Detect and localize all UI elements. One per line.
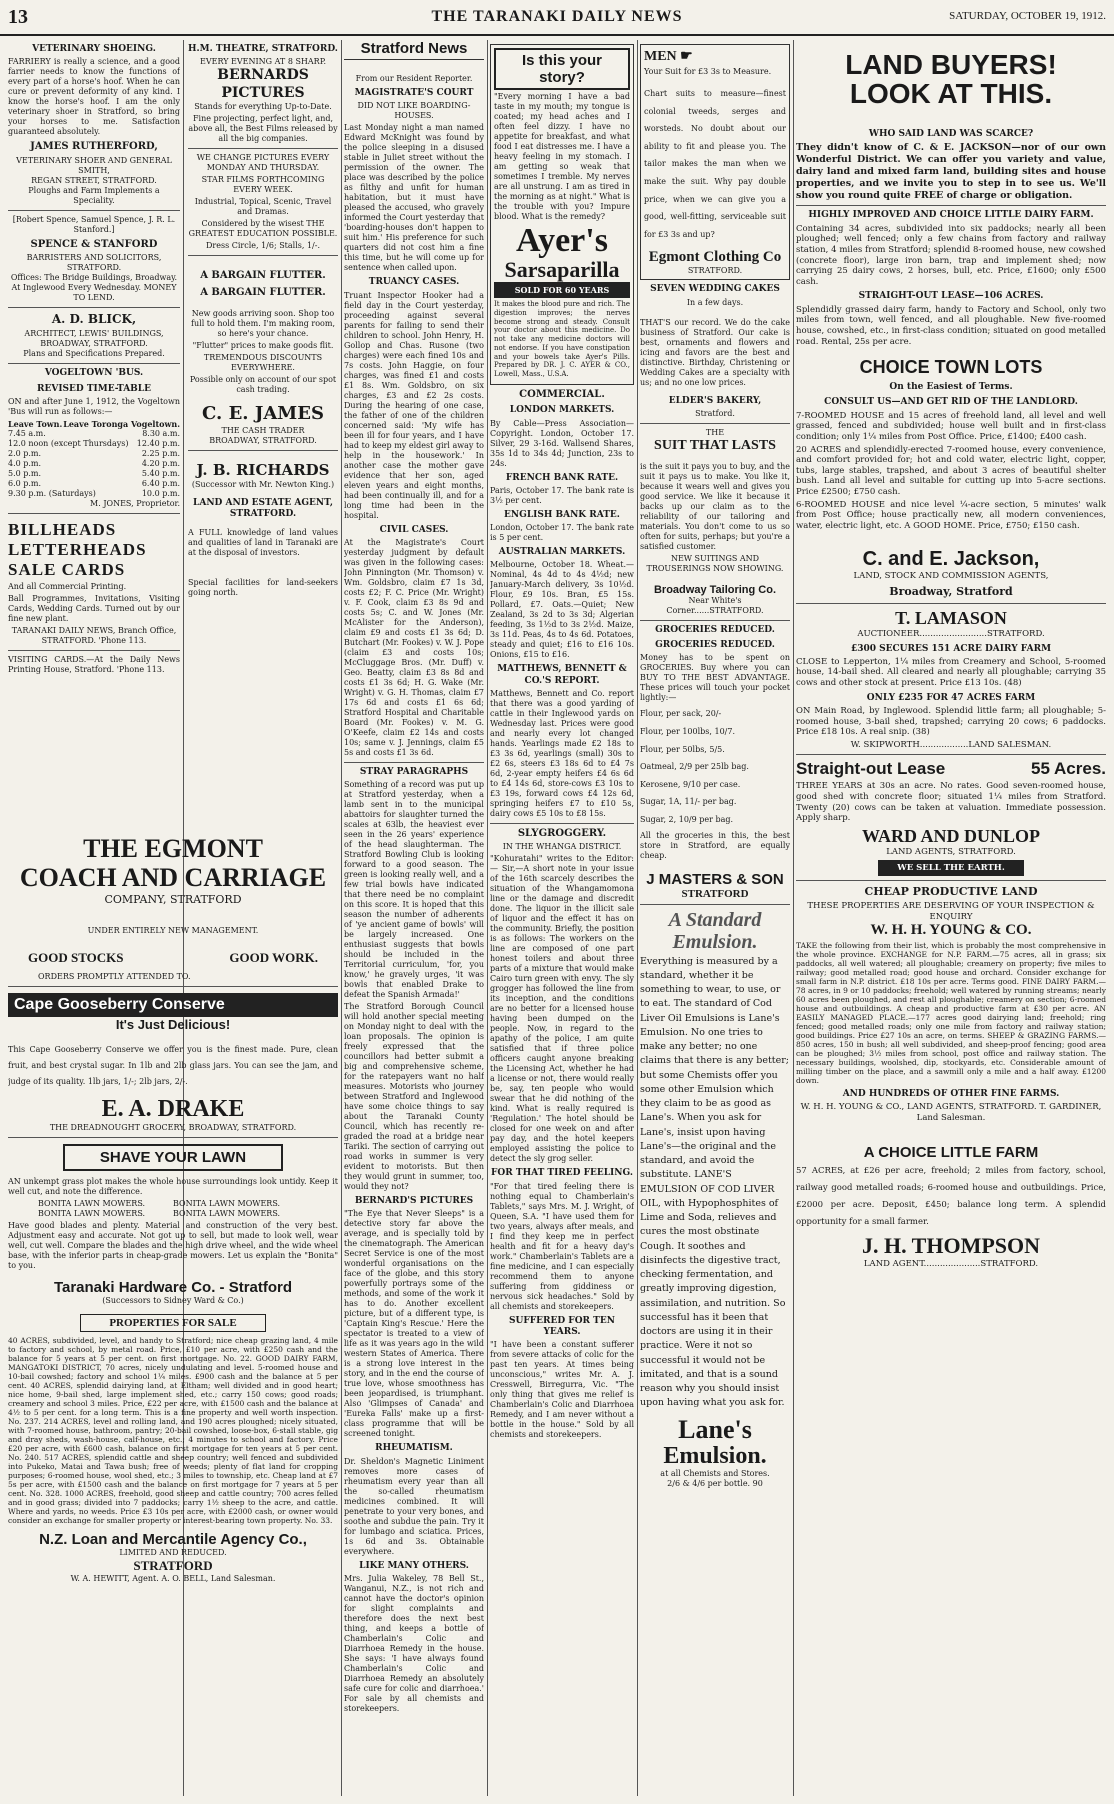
nz-loan-line: LIMITED AND REDUCED. <box>119 1548 227 1558</box>
london-body: By Cable—Press Association—Copyright. London, October 17. Silver, 29 3-16d. Wallsend Shares, 35s 1d to 34s 4d; Junction, 23s to 24s. <box>490 418 634 468</box>
orders-line: ORDERS PROMPTLY ATTENDED TO. <box>38 972 191 982</box>
lawn-mower-item: BONITA LAWN MOWERS. <box>38 1199 146 1209</box>
men-suit-ad <box>640 44 790 280</box>
suit-body: Chart suits to measure—finest colonial tweeds, serges and worsteds. No doubt about our ability to fit and please you. The tailor makes the man when we make the suit. Why pay double price, when we can give you a good, well-fitting, serviceable suit for £3 3s and up? <box>644 89 786 239</box>
story-body: "Every morning I have a bad taste in my mouth; my tongue is coated; my head aches and I often feel dizzy. I have no appetite for breakfast, and what food I eat distresses me. I have a heavy feeling in my stomach. I am getting so weak that sometimes I tremble. My nerves are all unstrung. I am as tired in the morning as at night." What is the trouble with you? Impure blood. What is the remedy? <box>494 92 630 221</box>
emulsion-price: 2/6 & 4/6 per bottle. 90 <box>667 1478 763 1488</box>
flutter-body: Possible only on account of our spot cash trading. <box>189 375 337 395</box>
james-name: C. E. JAMES <box>202 403 324 425</box>
bus-cell: 2.25 p.m. <box>141 448 180 458</box>
james-line: THE CASH TRADER <box>221 425 305 435</box>
emulsion-body: Everything is measured by a standard, whether it be something to wear, to use, or to eat. The standard of Cod Liver Oil Emulsions is Lane's Emulsion. No one tries to make any better; no one claims that there is any better; but some Chemists offer you some other Emulsion which they claim to be as good as Lane's. When you ask for Lane's, insist upon having Lane's—the original and the standard, and avoid the substitute. LANE'S EMULSION OF COD LIVER OIL, with Hypophosphites of Lime and Soda, relieves and cures the most obstinate Cough. It soothes and disinfects the digestive tract, checking fermentation, and greatly improving digestion, assimilation, and nutrition. So successful has it been that doctors are using it in their practice. Were it not so successful it would not be imitated, and that is a sound reason why you should insist upon having what you ask for. <box>640 955 789 1409</box>
bus-cell: 12.40 p.m. <box>136 438 180 448</box>
billheads-sub: And all Commercial Printing. <box>8 581 127 591</box>
jackson-address: Broadway, Stratford <box>889 585 1013 599</box>
drake-name: E. A. DRAKE <box>101 1096 245 1123</box>
jackson-name: C. and E. Jackson, <box>862 547 1040 570</box>
groceries-heading: GROCERIES REDUCED. <box>655 624 775 635</box>
issue-date: SATURDAY, OCTOBER 19, 1912. <box>949 10 1106 22</box>
bus-subheading: REVISED TIME-TABLE <box>37 383 151 394</box>
column-rule <box>793 40 794 1796</box>
rutherford-line: REGAN STREET, STRATFORD. <box>31 175 157 185</box>
sol-title: Straight-out Lease <box>796 759 946 779</box>
flutter-body: "Flutter" prices to make goods flit. <box>192 341 334 351</box>
stocks-work <box>8 936 338 972</box>
bus-cell: 5.0 p.m. <box>8 468 42 478</box>
french-body: Paris, October 17. The bank rate is 3½ per cent. <box>490 485 634 505</box>
broadway-tailoring: Broadway Tailoring Co. <box>653 583 777 596</box>
english-heading: ENGLISH BANK RATE. <box>504 509 620 520</box>
ward-slogan: WE SELL THE EARTH. <box>878 860 1024 877</box>
story-heading: Is this your story? <box>494 48 630 90</box>
lamason-line: AUCTIONEER.........................STRATFORD. <box>857 628 1045 639</box>
slyg-heading: SLYGROGGERY. <box>517 827 607 839</box>
rheum-body: Dr. Sheldon's Magnetic Liniment removes more cases of rheumatism every year than all the so-called rheumatism medicines combined. It will penetrate to your very bones, and soothe and subdue the pain. Try it for lumbago and sciatica. Prices, 1s 6d and 3s. Obtainable everywhere. <box>344 1456 484 1556</box>
bus-cell: 2.0 p.m. <box>8 448 42 458</box>
james-line: BROADWAY, STRATFORD. <box>209 435 317 445</box>
pointing-hand-icon: ☛ <box>680 49 693 64</box>
billheads-line: BILLHEADS <box>8 519 117 539</box>
properties-heading: PROPERTIES FOR SALE <box>80 1314 266 1332</box>
grocery-item: Flour, per sack, 20/- <box>640 709 722 719</box>
theatre-line: Industrial, Topical, Scenic, Travel and Dramas. <box>194 197 332 217</box>
bus-body: ON and after June 1, 1912, the Vogeltown 'Bus will run as follows:— <box>8 396 180 416</box>
theatre-line: WE CHANGE PICTURES EVERY MONDAY AND THURSDAY. <box>196 153 330 173</box>
civil-heading: CIVIL CASES. <box>379 524 449 535</box>
theatre-line: STAR FILMS FORTHCOMING EVERY WEEK. <box>201 175 325 195</box>
spence-line: BARRISTERS AND SOLICITORS, STRATFORD. <box>26 253 162 273</box>
suit-lasts-heading: SUIT THAT LASTS <box>654 437 776 453</box>
properties-body: 40 ACRES, subdivided, level, and handy to Stratford; nice cheap grazing land, 4 mile to factory and school, by metal road. Price, £10 per acre, with £250 cash and the balance for 5 years at 5 per cent. on first mortgage. No. 22. GOOD DAIRY FARM, MANGATOKI DISTRICT, 70 acres, nicely undulating and level. 5-roomed house and 10-bail cowshed; factory and school 1¼ miles. £900 cash and the balance at 5 per cent. 40 ACRES, splendid dairying land, at Eltham; well divided and in good heart; nice home, 9-bail shed, large implement shed, etc.; carry 150 cows; good roads; creamery and school 3 miles. Price, £22 per acre, with £1500 cash and the balance at 4½ to 5 per cent. for a long term. This is a fine property and well worth inspection. No. 237. 214 ACRES, level and rolling land, and 190 acres ploughed; nicely situated, with 7-roomed house, bathroom, pantry; 20-bail cowshed, loose-box, 6-stall stable, gig and dray sheds, wash-house, calf-house, etc.; 4 minutes to school and factory. Price £20 per acre, with £600 cash, balance on first mortgage for ten years at 5 per cent. No. 240. 517 ACRES, splendid cattle and sheep country; well fenced and subdivided into Pukeko, Matai and Tawa bush; free of weeds; plenty of flat land for cropping purposes; 6-roomed house, wool shed, etc.; 3 miles to township, etc. Cheap land at £7 5s per acre, with £1500 cash and the balance on first mortgage for 7 years at 5 per cent. No. 328. 1000 ACRES, freehold, good sheep and cattle country; 700 acres felled and in good grass; divided into 7 paddocks; carry 1½ sheep to the acre, and cattle. Where and yards, no weeds. Price £3 10s per acre, with £2000 cash, or owner would consider an exchange for smaller property or interest-bearing town property. No. 33. <box>8 1336 338 1526</box>
bus-row <box>8 469 180 479</box>
newspaper-title: THE TARANAKI DAILY NEWS <box>431 8 683 25</box>
farm-body: CLOSE to Lepperton, 1¼ miles from Creamery and School, 5-roomed house, 14-bail shed. All cleared and nearly all ploughable; carrying 35 cows and other stock at present. Price £13 10s. (48) <box>796 656 1106 689</box>
bus-cell: 7.45 a.m. <box>8 428 46 438</box>
theatre-line: Stands for everything Up-to-Date. <box>194 102 332 112</box>
stray-body: Something of a record was put up at Stratford yesterday, when a lamb sent in to the municipal abattoirs for slaughter turned the scales at 63lb, the heaviest ever seen in the 26 years' experience of the head slaughterman. The Stratford Bowling Club is looking forward to a good season. The green is looking really well, and a few trial bowls have indicated that there need be no complaint on this score. It is hoped that this season the number of adherents of 'ye ancient game of bowls' will be largely increased. One enthusiast suggests that bowls should be included in the Territorial curriculum, 'for, you know,' he gravely urges, 'it was bowls that enabled Drake to defeat the Spanish Armada!' <box>344 780 484 999</box>
column-5 <box>640 40 790 1796</box>
billheads-line: LETTERHEADS <box>8 539 147 559</box>
highly-body: Containing 34 acres, subdivided into six paddocks; nearly all been ploughed; well fenced; only a few chains from factory and railway station, 4 miles from Stratford; splendid 8-roomed house, new cowshed (concrete floor), large iron barn, trap and implement shed; now carrying 25 dairy cows, 2 horses, bull, etc. Price, £1600; only £500 cash. <box>796 223 1106 287</box>
spence-name: SPENCE & STANFORD <box>30 238 158 250</box>
court-heading: MAGISTRATE'S COURT <box>354 88 474 98</box>
column-4 <box>490 40 634 1796</box>
masters-name: J MASTERS & SON <box>646 870 784 888</box>
flutter-heading: A BARGAIN FLUTTER. <box>200 286 326 298</box>
english-body: London, October 17. The bank rate is 5 per cent. <box>490 523 634 543</box>
nz-loan-agents: W. A. HEWITT, Agent. A. O. BELL, Land Salesman. <box>70 1574 276 1584</box>
cheap-sub: THESE PROPERTIES ARE DESERVING OF YOUR INSPECTION & ENQUIRY <box>807 900 1095 922</box>
bus-table-header <box>8 419 180 429</box>
billheads-line: SALE CARDS <box>8 559 126 579</box>
work-label: GOOD WORK. <box>229 950 318 966</box>
young-name: W. H. H. YOUNG & CO. <box>870 922 1032 939</box>
bus-row <box>8 449 180 459</box>
choice-farm-heading: A CHOICE LITTLE FARM <box>863 1143 1039 1161</box>
bus-cell: 4.0 p.m. <box>8 458 42 468</box>
ayers-body: It makes the blood pure and rich. The digestion improves; the nerves become strong and steady. Consult your doctor about this medicine. Do not take any medicine doctors will not endorse. If you have constipation and your bowels take Ayer's Pills. Prepared by DR. J. C. AYER & CO., Lowell, Mass., U.S.A. <box>494 300 630 379</box>
visiting-cards: VISITING CARDS.—At the Daily News Printing House, Stratford. 'Phone 113. <box>8 654 180 674</box>
young-foot: W. H. H. YOUNG & CO., LAND AGENTS, STRATFORD. T. GARDINER, Land Salesman. <box>800 1102 1102 1124</box>
court-subheading: DID NOT LIKE BOARDING-HOUSES. <box>357 101 471 121</box>
bus-cell: 6.40 p.m. <box>141 478 180 488</box>
lawn-heading: SHAVE YOUR LAWN <box>63 1144 283 1171</box>
bus-row <box>8 439 180 449</box>
bus-cell: 9.30 p.m. (Saturdays) <box>8 488 96 498</box>
billheads-body: Ball Programmes, Invitations, Visiting Cards, Wedding Cards. Turned out by our fine new plant. <box>8 593 180 623</box>
drake-line: THE DREADNOUGHT GROCERY, BROADWAY, STRATFORD. <box>49 1123 297 1133</box>
like-body: Mrs. Julia Wakeley, 78 Bell St., Wanganui, N.Z., is not rich and cannot have the doctor's opinion for slight complaints and therefore does the next best thing, and keeps a bottle of Chamberlain's Colic and Diarrhoea Remedy in the house. She says: 'I have always found Chamberlain's Colic and Diarrhoea Remedy an absolutely safe cure for colic and diarrhoea.' For sale by all chemists and storekeepers. <box>344 1573 484 1713</box>
grocery-item: Oatmeal, 2/9 per 25lb bag. <box>640 762 749 772</box>
tired-heading: FOR THAT TIRED FEELING. <box>491 1168 633 1179</box>
bottom-left-block <box>8 834 338 1796</box>
choice-farm-body: 57 ACRES, at £26 per acre, freehold; 2 miles from factory, school, railway good metalled roads; 6-roomed house and outbuildings. Price, £2000 per acre. Deposit, £450; balance long term. A splendid opportunity for a small farmer. <box>796 1165 1106 1227</box>
flutter-discounts: TREMENDOUS DISCOUNTS EVERYWHERE. <box>203 353 323 373</box>
company-line: COMPANY, STRATFORD <box>104 892 242 906</box>
men-heading <box>644 48 786 65</box>
lot-listing: 20 ACRES and splendidly-erected 7-roomed house, every convenience, and comfort provided for; hot and cold water, electric light, copper, tubs, large stables, trapshed, and about 3 acres of beautiful shelter bush. Land all level and suitable for cutting up into 5-acre sections. Price £2500; £750 cash. <box>796 444 1106 498</box>
bus-proprietor: M. JONES, Proprietor. <box>90 498 180 508</box>
bus-cell: 6.0 p.m. <box>8 478 42 488</box>
lawn-mower-item: BONITA LAWN MOWERS. <box>173 1209 281 1219</box>
nz-loan-name: N.Z. Loan and Mercantile Agency Co., <box>39 1531 307 1549</box>
bus-col-header: Leave Town. <box>8 418 63 429</box>
grocery-item: Kerosene, 9/10 per case. <box>640 779 741 789</box>
aus-heading: AUSTRALIAN MARKETS. <box>498 547 626 558</box>
spence-line: At Inglewood Every Wednesday. MONEY TO LEND. <box>11 283 177 303</box>
column-2 <box>188 40 338 830</box>
highly-heading: HIGHLY IMPROVED AND CHOICE LITTLE DAIRY FARM. <box>808 210 1094 221</box>
consult-line: CONSULT US—AND GET RID OF THE LANDLORD. <box>824 397 1078 408</box>
skipworth-line: W. SKIPWORTH..................LAND SALESMAN. <box>850 739 1052 750</box>
land-agent-body: A FULL knowledge of land values and qualities of land in Taranaki are at the disposal of investors. <box>188 528 338 557</box>
emulsion-logo: Emulsion. <box>663 1442 767 1469</box>
column-3 <box>344 40 484 1796</box>
sold-banner: SOLD FOR 60 YEARS <box>494 282 630 298</box>
column-1 <box>8 40 180 830</box>
suit-lasts-the: THE <box>705 427 725 437</box>
groceries-heading: GROCERIES REDUCED. <box>655 640 775 651</box>
theatre-line: Fine projecting, perfect light, and, above all, the Best Films released by all the big companies. <box>188 114 338 144</box>
broadway-address: Near White's Corner......STRATFORD. <box>666 595 764 615</box>
richards-name: J. B. RICHARDS <box>196 460 330 479</box>
suit-lasts-body: is the suit it pays you to buy, and the suit it pays us to make. You like it, because it wears well and gives you good service. We like it because it backs up our claim as to the reliability of our tailoring and materials. You don't come to us so often for suits, perhaps; but you're a satisfied customer. <box>640 461 790 551</box>
lot-listing: 7-ROOMED HOUSE and 15 acres of freehold land, all level and well grassed, fenced and subdivided; house well built and in first-class condition; only 1¼ miles from Post Office. Price, £1400; £400 cash. <box>796 410 1106 442</box>
land-agent-special: Special facilities for land-seekers going north. <box>188 578 338 597</box>
stray-body: The Stratford Borough Council will hold another special meeting on Monday night to deal with the loan proposals. The opinion is freely expressed that the councillors had better submit a big and comprehensive scheme, for the ratepayers want no half measures. Motorists who journey between Stratford and Inglewood have some choice things to say about the Taranaki County Council, which has recently re-graded the road at a bridge near Tariki. The section of carrying out road works in summer is very evident to motorists. But then they would grunt in summer, too, would they not? <box>344 1002 484 1191</box>
cape-body: This Cape Gooseberry Conserve we offer you is the finest made. Pure, clean fruit, and best crystal sugar. In 1lb and 2lb glass jars. You can see the jam, and judge of its quality. 1lb jars, 1/-; 2lb jars, 2/-. <box>8 1045 338 1087</box>
bus-timetable <box>8 429 180 499</box>
lawn-body-2: Have good blades and plenty. Material and construction of the very best. Adjustment easy and accurate. Not got up to sell, but made to look well, wear well, cut well. Compare the blades and the high drive wheel, and the wide wheel base, with the inferior parts in cheap-grade mowers. Let us explain the "Bonita" to you. <box>8 1221 338 1271</box>
men-label: MEN <box>644 49 677 64</box>
lawn-body: AN unkempt grass plot makes the whole house surroundings look untidy. Keep it well cut, and note the difference. <box>8 1177 338 1197</box>
flutter-heading: A BARGAIN FLUTTER. <box>200 270 326 282</box>
egmont-heading: THE EGMONT <box>83 834 263 863</box>
theatre-line: Considered by the wisest THE GREATEST EDUCATION POSSIBLE. <box>188 219 338 239</box>
sol-acres: 55 Acres. <box>1031 759 1106 779</box>
like-heading: LIKE MANY OTHERS. <box>359 1560 469 1571</box>
bernards-title: BERNARDS <box>217 67 309 84</box>
column-rule <box>487 40 488 1796</box>
reporter-line: From our Resident Reporter. <box>355 74 473 83</box>
elder-town: Stratford. <box>695 408 735 418</box>
page-number: 13 <box>8 6 28 28</box>
farm-body: ON Main Road, by Inglewood. Splendid little farm; all ploughable; 5-roomed house, 3-bail shed, trapshed; carrying 20 cows; 6 paddocks. Price £18 10s. A real snip. (38) <box>796 705 1106 738</box>
rutherford-name: JAMES RUTHERFORD, <box>30 141 158 153</box>
cheap-heading: CHEAP PRODUCTIVE LAND <box>864 885 1038 899</box>
grocery-item: Sugar, 1A, 11/- per bag. <box>640 797 737 807</box>
bus-cell: 8.30 a.m. <box>142 428 180 438</box>
bus-cell: 12.0 noon (except Thursdays) <box>8 438 129 448</box>
groceries-body: Money has to be spent on GROCERIES. Buy where you can BUY TO THE BEST ADVANTAGE. These prices will touch your pocket lightly:— <box>640 653 790 703</box>
stray-heading: STRAY PARAGRAPHS <box>359 766 469 777</box>
aus-body: Melbourne, October 18. Wheat.—Nominal, 4s 4d to 4s 4½d; new January-March delivery, 3s 10½d. Flour, £9 10s. Bran, £5 15s. Pollard, £7. Oats.—Quiet; New Zealand, 3s 2d to 3s 3d; Algerian feeding, 3s 1½d to 3s 2½d. Maize, 3s 11d. Peas, 4s to 4s 6d. Potatoes, steady and quiet; £16 to £16 10s. Onions, £15 to £16. <box>490 560 634 660</box>
column-6 <box>796 40 1106 1796</box>
slyg-subheading: IN THE WHANGA DISTRICT. <box>502 842 622 852</box>
look-heading: LOOK AT THIS. <box>849 78 1053 110</box>
commercial-heading: COMMERCIAL. <box>519 388 605 400</box>
stocks-label: GOOD STOCKS <box>28 950 124 966</box>
sarsaparilla-logo: Sarsaparilla <box>504 257 620 282</box>
jackson-line: LAND, STOCK AND COMMISSION AGENTS, <box>853 570 1049 581</box>
lawn-mowers-list <box>8 1199 338 1219</box>
rutherford-line: Ploughs and Farm Implements a Speciality. <box>28 185 160 205</box>
suit-price: Your Suit for £3 3s to Measure. <box>644 67 772 76</box>
truancy-body: Truant Inspector Hooker had a field day in the Court yesterday, proceeding against several parents for failing to send their children to school. John Henry, H. Gollop and Chas. Rusone (two charges) were each fined 10s and 7s costs. John Haggie, on four charges, was fined £1 and costs £1 8s. Wm. Goldsbro, on six charges, £3 and £2 2s costs. During the hearing of one case, the father of one of the children concerned said: 'My wife has been ill for four years, and I have had to keep my eldest girl away to help in the housework.' In another case the mother gave evidence that her son, aged eleven years and eight months, had been continually ill, and for a long time had been in the hospital. <box>344 290 484 520</box>
scarce-heading: WHO SAID LAND WAS SCARCE? <box>868 128 1034 139</box>
stratford-news-heading: Stratford News <box>344 40 484 60</box>
mb-body: Matthews, Bennett and Co. report that there was a good yarding of cattle in their Inglewood yards on Wednesday last. Prices were good and nearly every lot changed hands. Yearlings made £2 18s to £3 3s 6d, yearlings (small) 30s to £2 6s, steers £3 18s 6d to £4 7s 6d, 2-year empty heifers £4 6s 6d to £4 14s 6d, store-cows £3 10s to £3 19s, forward cows £4 12s 6d, springing heifers £7 to £10 5s, dairy cows £5 10s to £8 15s. <box>490 688 634 818</box>
rheum-heading: RHEUMATISM. <box>375 1443 453 1454</box>
bus-row <box>8 489 180 499</box>
theatre-time: EVERY EVENING AT 8 SHARP. <box>199 57 327 67</box>
column-rule <box>637 40 638 1796</box>
lamason-name: T. LAMASON <box>895 607 1007 628</box>
farm-price: £300 SECURES 151 ACRE DAIRY FARM <box>850 643 1052 654</box>
taranaki-hardware: Taranaki Hardware Co. - Stratford <box>53 1279 293 1297</box>
bus-row <box>8 459 180 469</box>
masters-town: STRATFORD <box>681 887 749 900</box>
flutter-body: New goods arriving soon. Shop too full to hold them. I'm making room, so here's your chance. <box>191 309 335 339</box>
london-heading: LONDON MARKETS. <box>509 405 615 416</box>
town-lots-heading: CHOICE TOWN LOTS <box>859 357 1043 378</box>
lawn-mower-item: BONITA LAWN MOWERS. <box>38 1209 146 1219</box>
bus-row <box>8 429 180 439</box>
theatre-prices: Dress Circle, 1/6; Stalls, 1/-. <box>205 241 320 251</box>
ayers-ad <box>490 44 634 385</box>
bernard-body: "The Eye that Never Sleeps" is a detective story far above the average, and is specially told by the cinematograph. The American Secret Service is one of the most wonderful organisations on the face of the globe, and this story powerfully portrays some of the methods, and some of the work it has to do. Another excellent picture, but of a different type, is 'Captain King's Rescue.' Here the spectator is treated to a view of life as it was years ago in the wild western States of America. There is a strong love interest in the story, and in the end the course of true love, whose smoothness has been jeopardised, is triumphant. Also 'Glimpses of Canada' and 'Eureka Falls' make up a first-class programme that will be screened tonight. <box>344 1209 484 1439</box>
vet-body: FARRIERY is really a science, and a good farrier needs to know the functions of every part of a horse's hoof. When he can cure or prevent deformity of any kind. I know the horse's hoof. I am the only veterinary shoer in Stratford, so bring your horses to me. Satisfaction guaranteed absolutely. <box>8 57 180 137</box>
nz-loan-town: STRATFORD <box>133 1558 213 1574</box>
sol-heading <box>796 759 1106 779</box>
taranaki-hardware-sub: (Successors to Sidney Ward & Co.) <box>102 1296 244 1306</box>
ayers-logo: Ayer's <box>516 222 608 259</box>
column-rule <box>341 40 342 1796</box>
farm-price: ONLY £235 FOR 47 ACRES FARM <box>866 692 1036 703</box>
slyg-body: "Kohuratahi" writes to the Editor:— Sir,—A short note in your issue of the 16th scarcely describes the situation of the Whangamomona line or the damage and discredit done. The liquor in the illicit sale of liquor and the effect it has on the community. Briefly, the position is as follows: The workers on the line are composed of one part honest toilers and about three parts of a mixture that would make Cairo turn green with envy. The sly grogger has followed the line from its inception, and the conditions are no better for a licensed house having been dumped on the people. Now, in regard to the apathy of the police, I am quite satisfied that if three police officers caught anyone breaking the Licensing Act, whether he had a license or not, there would really be, say, ten people who would swear that he did nothing of the kind. What is really required is 'Regulation.' The hotel should be closed for one week on and after pay day, and the hotel keepers employed assisting the police to detect the sly grog seller. <box>490 854 634 1164</box>
new-suitings: NEW SUITINGS AND TROUSERINGS NOW SHOWING. <box>646 553 784 573</box>
blick-line: Plans and Specifications Prepared. <box>23 349 165 359</box>
french-heading: FRENCH BANK RATE. <box>505 472 619 483</box>
wedding-heading: SEVEN WEDDING CAKES <box>650 284 780 295</box>
bernard-heading: BERNARD'S PICTURES <box>354 1196 474 1206</box>
lease-heading: STRAIGHT-OUT LEASE—106 ACRES. <box>858 291 1044 302</box>
grocery-item: Sugar, 2, 10/9 per bag. <box>640 814 734 824</box>
young-body: TAKE the following from their list, which is probably the most comprehensive in the whole province. EXCHANGE for N.P. FARM.—75 acres, all in grass; six paddocks, all well watered; all ploughable; creamery on property; five miles to railway; good metalled road; good house and orchard. Consider exchange for small farm in N.P. district. £18 10s per acre. Terms good. FINE DAIRY FARM.—78 acres, in 9 or 10 paddocks; freehold; well watered by running streams; nearly 60 acres been ploughed, and rest all ploughable; creamery on section; 6-roomed house and outbuildings. A cheap and productive farm at £30 per acre. AN EASILY MANAGED PLACE.—177 acres good dairying land; freehold; ring fenced; good metalled roads; only one mile from factory and railway station; good buildings. Price £27 10s an acre, on terms. SHEEP & GRAZING FARMS.—850 acres, 150 in bush; all well subdivided, and sheep-proof fencing; good area can be ploughed; 3½ miles from school, post office and railway station. The necessary buildings, woolshed, dip, stockyards, etc. Considerable amount of milling timber on the place, and a sawmill only a mile and a half away. £1200 down. <box>796 941 1106 1086</box>
cape-heading: Cape Gooseberry Conserve <box>8 993 338 1017</box>
thompson-line: LAND AGENT.....................STRATFORD. <box>863 1258 1039 1269</box>
suffered-body: "I have been a constant sufferer from severe attacks of colic for the past ten years. At times being unconscious," writes Mr. A. J. Cresswell, Birregurra, Vic. "The only thing that gives me relief is Chamberlain's Colic and Diarrhoea Remedy, and I am never without a bottle in the house." Sold by all chemists and storekeepers. <box>490 1340 634 1440</box>
egmont-clothing-name: Egmont Clothing Co <box>648 249 782 266</box>
bus-col-header: Leave Toronga Vogeltown. <box>63 418 180 429</box>
lanes-logo: Lane's <box>678 1414 752 1444</box>
town-lots-sub: On the Easiest of Terms. <box>889 382 1013 393</box>
lawn-mower-item: BONITA LAWN MOWERS. <box>173 1199 281 1209</box>
wedding-sub: In a few days. <box>686 297 744 307</box>
bus-cell: 10.0 p.m. <box>141 488 180 498</box>
bus-cell: 5.40 p.m. <box>141 468 180 478</box>
scarce-body: They didn't know of C. & E. JACKSON—nor of our own Wonderful District. We can offer you variety and value, dairy land and mixed farm land, building sites and house properties, and we invite you to step in to see us. We'll show you round quite FREE of charge or obligation. <box>796 142 1106 201</box>
spence-names: [Robert Spence, Samuel Spence, J. R. L. Stanford.] <box>12 214 176 234</box>
theatre-heading: H.M. THEATRE, STRATFORD. <box>188 44 338 54</box>
billheads-office: TARANAKI DAILY NEWS, Branch Office, STRATFORD. 'Phone 113. <box>11 625 177 645</box>
cape-sub: It's Just Delicious! <box>115 1017 231 1033</box>
suffered-heading: SUFFERED FOR TEN YEARS. <box>509 1315 615 1337</box>
truancy-heading: TRUANCY CASES. <box>368 277 460 288</box>
standard-emulsion-heading: A Standard Emulsion. <box>668 908 762 953</box>
sol-body: THREE YEARS at 30s an acre. No rates. Good seven-roomed house, good shed with concrete floor; situated 1¼ miles from Stratford. Twenty (20) cows can be taken at valuation. Immediate possession. Apply sharp. <box>796 781 1106 824</box>
richards-line: (Successor with Mr. Newton King.) <box>191 479 335 489</box>
grocery-item: Flour, per 100lbs, 10/7. <box>640 726 735 736</box>
emulsion-stockists: at all Chemists and Stores. <box>660 1468 770 1478</box>
land-buyers-heading: LAND BUYERS! <box>845 49 1057 80</box>
bus-row <box>8 479 180 489</box>
court-body: Last Monday night a man named Edward McKnight was found by the police sleeping in a disused stable in Juliet street without the permission of the owner. The place was described by the police as filthy and unfit for human habitation, but it must have pleased the accused, who gravely informed the Court yesterday that 'boarding-houses don't happen to suit him.' His preference for such quarters did not cost him a fine this time, but he will come up for sentence when called upon. <box>344 123 484 273</box>
egmont-clothing-town: STRATFORD. <box>687 266 743 276</box>
rutherford-line: VETERINARY SHOER AND GENERAL SMITH, <box>16 155 172 175</box>
wedding-body: THAT'S our record. We do the cake business of Stratford. Our cake is best, ornaments and flowers and icing and favors are the best and distinctive. Birthday, Christening or Wedding Cakes are a specialty with us; and no one low prices. <box>640 317 790 387</box>
mgmt-line: UNDER ENTIRELY NEW MANAGEMENT. <box>87 926 259 936</box>
coach-heading: COACH AND CARRIAGE <box>19 863 327 892</box>
blick-line: ARCHITECT, LEWIS' BUILDINGS, BROADWAY, STRATFORD. <box>24 329 164 349</box>
bus-cell: 4.20 p.m. <box>141 458 180 468</box>
pictures-title: PICTURES <box>221 84 305 101</box>
civil-body: At the Magistrate's Court yesterday judgment by default was given in the following cases: John Pinnington (Mr. Thomson) v. Wm. Goldsbro, claim £7 1s 3d, costs £2; F. C. Price (Mr. Wright) v. F. Cook, claim £3 8s 9d and costs 5s; C. and W. Jones (Mr. McAlister for the Anderson), claim £9 and costs £1 3s 6d; D. Butchart (Mr. Fookes) v. W. J. Pope (claim £3 and costs 10s; McCluggage Bros. (Mr. Duff) v. Geo. Beatty, claim £3 8s 8d and costs £1 3s 6d; H. G. Wake (Mr. Wright) v. G. H. Thomas, claim £7 17s 6d and costs £1 6s 6d; Stratford Hospital and Charitable Board (Mr. Fookes) v. M. G. O'Keefe, claim £2 14s and costs 10s; same v. J. Jennings, claim £5 5s and costs £1 3s 6d. <box>344 537 484 757</box>
bus-heading: VOGELTOWN 'BUS. <box>44 368 144 379</box>
tired-body: "For that tired feeling there is nothing equal to Chamberlain's Tablets," says Mrs. M. J. Wright, of Queen, S.A. "I have used them for two years, always after meals, and I find they keep me in perfect health and fit for a heavy day's work." Chamberlain's Tablets are a fine medicine, and I can especially recommend them to anyone suffering from giddiness or nervous sick headaches." Sold by all chemists and storekeepers. <box>490 1181 634 1311</box>
vet-heading: VETERINARY SHOEING. <box>32 44 156 54</box>
ward-name: WARD AND DUNLOP <box>861 825 1040 846</box>
mb-heading: MATTHEWS, BENNETT & CO.'S REPORT. <box>497 664 627 686</box>
lease-body: Splendidly grassed dairy farm, handy to Factory and School, only two miles from town, well fenced, and all ploughable. New five-roomed house, cowshed, etc., in first-class condition; situated on good metalled road. Rental, 25s per acre. <box>796 304 1106 347</box>
groceries-foot: All the groceries in this, the best store in Stratford, are equally cheap. <box>640 830 790 860</box>
ward-line: LAND AGENTS, STRATFORD. <box>886 846 1016 857</box>
lot-listing: 6-ROOMED HOUSE and nice level ¼-acre section, 5 minutes' walk from Post Office; house practically new, all modern conveniences, water, electric light, etc. A GOOD HOME. Price, £750; £150 cash. <box>796 499 1106 531</box>
grocery-item: Flour, per 50lbs, 5/5. <box>640 744 725 754</box>
groceries-list <box>640 705 790 828</box>
thompson-name: J. H. THOMPSON <box>861 1232 1041 1258</box>
elder-name: ELDER'S BAKERY, <box>668 395 762 406</box>
spence-line: Offices: The Bridge Buildings, Broadway. <box>10 273 178 283</box>
masthead <box>0 0 1114 36</box>
blick-name: A. D. BLICK, <box>51 312 137 327</box>
land-agent-heading: LAND AND ESTATE AGENT, STRATFORD. <box>193 497 333 519</box>
hundreds-line: AND HUNDREDS OF OTHER FINE FARMS. <box>842 1089 1060 1100</box>
